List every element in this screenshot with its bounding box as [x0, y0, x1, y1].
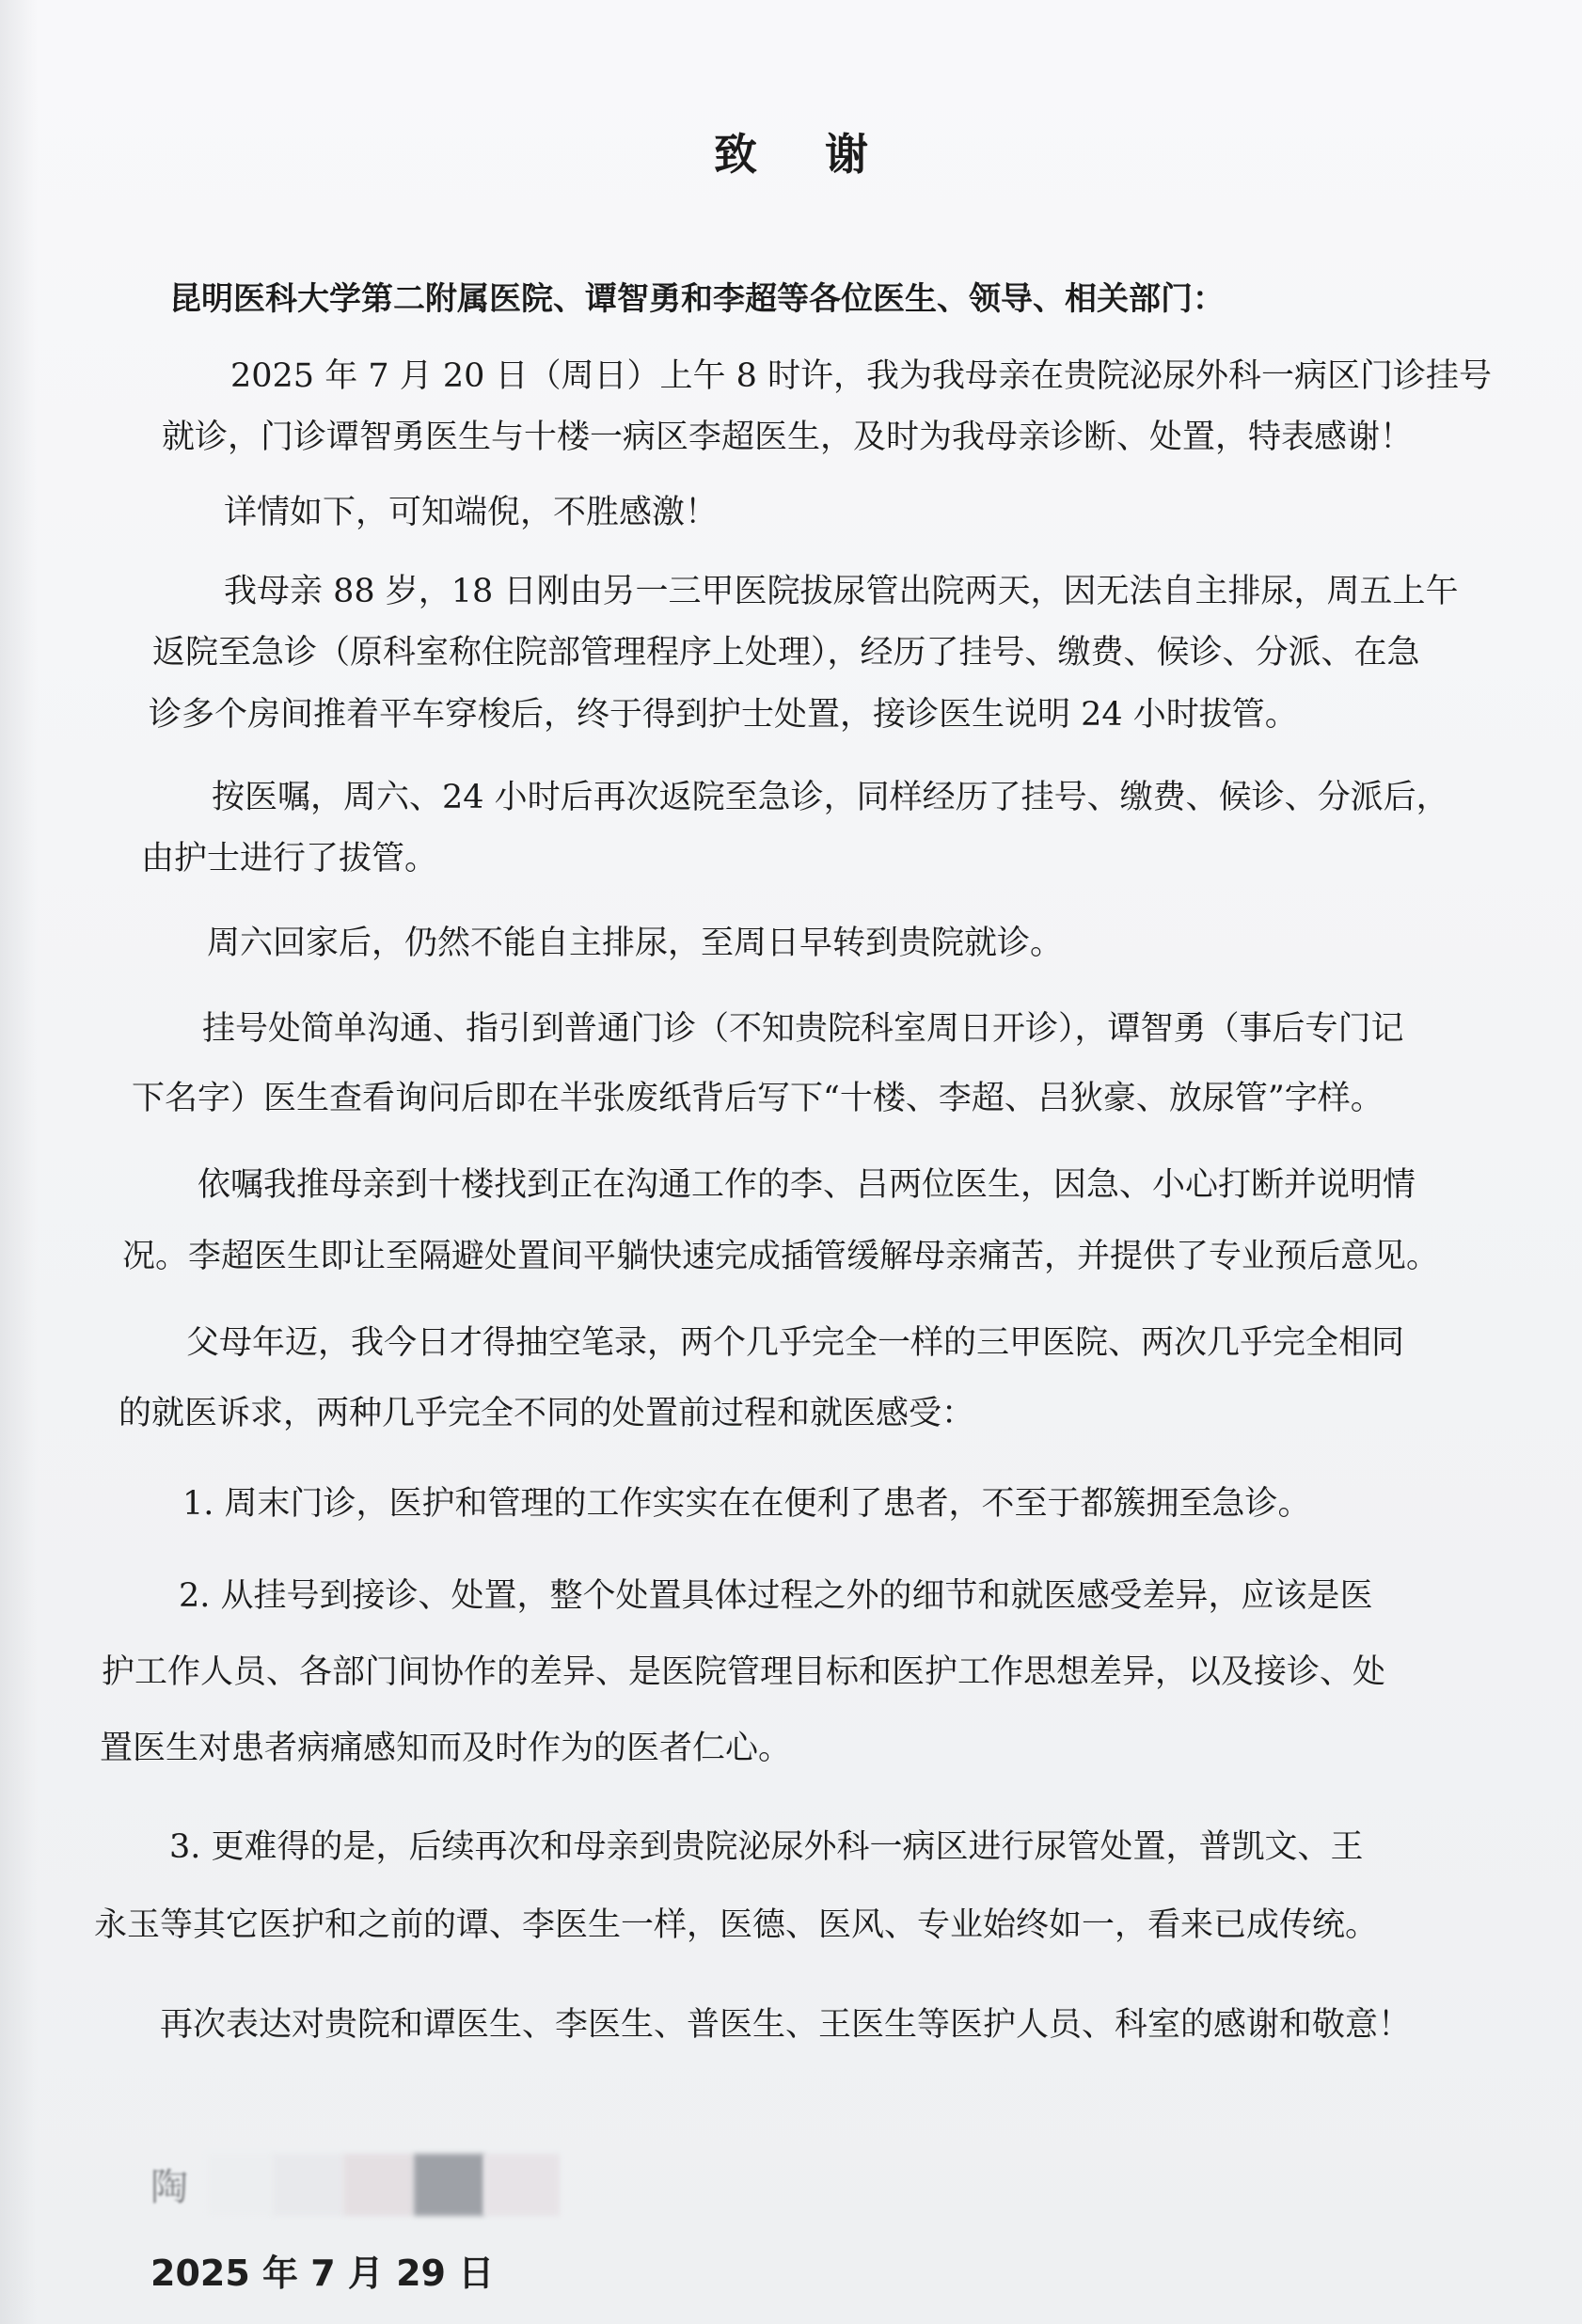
redaction-block: [343, 2154, 414, 2216]
redaction-block: [207, 2154, 273, 2216]
paragraph-line: 置医生对患者病痛感知而及时作为的医者仁心。: [100, 1730, 792, 1767]
paragraph-line: 返院至急诊（原科室称住院部管理程序上处理），经历了挂号、缴费、候诊、分派、在急: [152, 634, 1420, 672]
paragraph-line: 周六回家后，仍然不能自主排尿，至周日早转到贵院就诊。: [207, 925, 1064, 962]
list-item: 2. 从挂号到接诊、处置，整个处置具体过程之外的细节和就医感受差异，应该是医: [179, 1577, 1373, 1615]
redaction-block: [273, 2154, 343, 2216]
paragraph-line: 详情如下，可知端倪，不胜感激！: [224, 494, 719, 531]
paragraph-line: 按医嘱，周六、24 小时后再次返院至急诊，同样经历了挂号、缴费、候诊、分派后，: [212, 779, 1449, 816]
letter-title: 致谢: [714, 129, 936, 180]
paragraph-line: 的就医诉求，两种几乎完全不同的处置前过程和就医感受：: [119, 1395, 975, 1432]
paragraph-line: 挂号处简单沟通、指引到普通门诊（不知贵院科室周日开诊），谭智勇（事后专门记: [202, 1010, 1404, 1048]
paragraph-line: 父母年迈，我今日才得抽空笔录，两个几乎完全一样的三甲医院、两次几乎完全相同: [186, 1324, 1405, 1362]
redaction-block: [414, 2154, 484, 2216]
paragraph-line: 依嘱我推母亲到十楼找到正在沟通工作的李、吕两位医生，因急、小心打断并说明情: [198, 1166, 1416, 1204]
paragraph-line: 下名字）医生查看询问后即在半张废纸背后写下“十楼、李超、吕狄豪、放尿管”字样。: [132, 1080, 1384, 1117]
redaction-block: [484, 2154, 560, 2216]
salutation: 昆明医科大学第二附属医院、谭智勇和李超等各位医生、领导、相关部门：: [169, 280, 1225, 318]
closing-line: 再次表达对贵院和谭医生、李医生、普医生、王医生等医护人员、科室的感谢和敬意！: [160, 2006, 1412, 2044]
paragraph-line: 永玉等其它医护和之前的谭、李医生一样，医德、医风、专业始终如一，看来已成传统。: [94, 1906, 1379, 1944]
signature-block: [150, 2154, 527, 2220]
paragraph-line: 2025 年 7 月 20 日（周日）上午 8 时许，我为我母亲在贵院泌尿外科一病区门诊挂号: [230, 357, 1493, 395]
paragraph-line: 诊多个房间推着平车穿梭后，终于得到护士处置，接诊医生说明 24 小时拔管。: [149, 696, 1298, 734]
letter-date: 2025 年 7 月 29 日: [150, 2253, 495, 2294]
list-item: 3. 更难得的是，后续再次和母亲到贵院泌尿外科一病区进行尿管处置，普凯文、王: [169, 1828, 1364, 1866]
paragraph-line: 就诊，门诊谭智勇医生与十楼一病区李超医生，及时为我母亲诊断、处置，特表感谢！: [162, 419, 1414, 456]
signature-name: 陶: [150, 2166, 188, 2209]
paragraph-line: 我母亲 88 岁，18 日刚由另一三甲医院拔尿管出院两天，因无法自主排尿，周五上午: [224, 573, 1459, 610]
list-item: 1. 周末门诊，医护和管理的工作实实在在便利了患者，不至于都簇拥至急诊。: [182, 1485, 1311, 1523]
paragraph-line: 况。李超医生即让至隔避处置间平躺快速完成插管缓解母亲痛苦，并提供了专业预后意见。: [122, 1238, 1440, 1275]
paragraph-line: 护工作人员、各部门间协作的差异、是医院管理目标和医护工作思想差异，以及接诊、处: [102, 1653, 1386, 1691]
paragraph-line: 由护士进行了拔管。: [141, 840, 438, 877]
page-shadow: [0, 0, 38, 2324]
